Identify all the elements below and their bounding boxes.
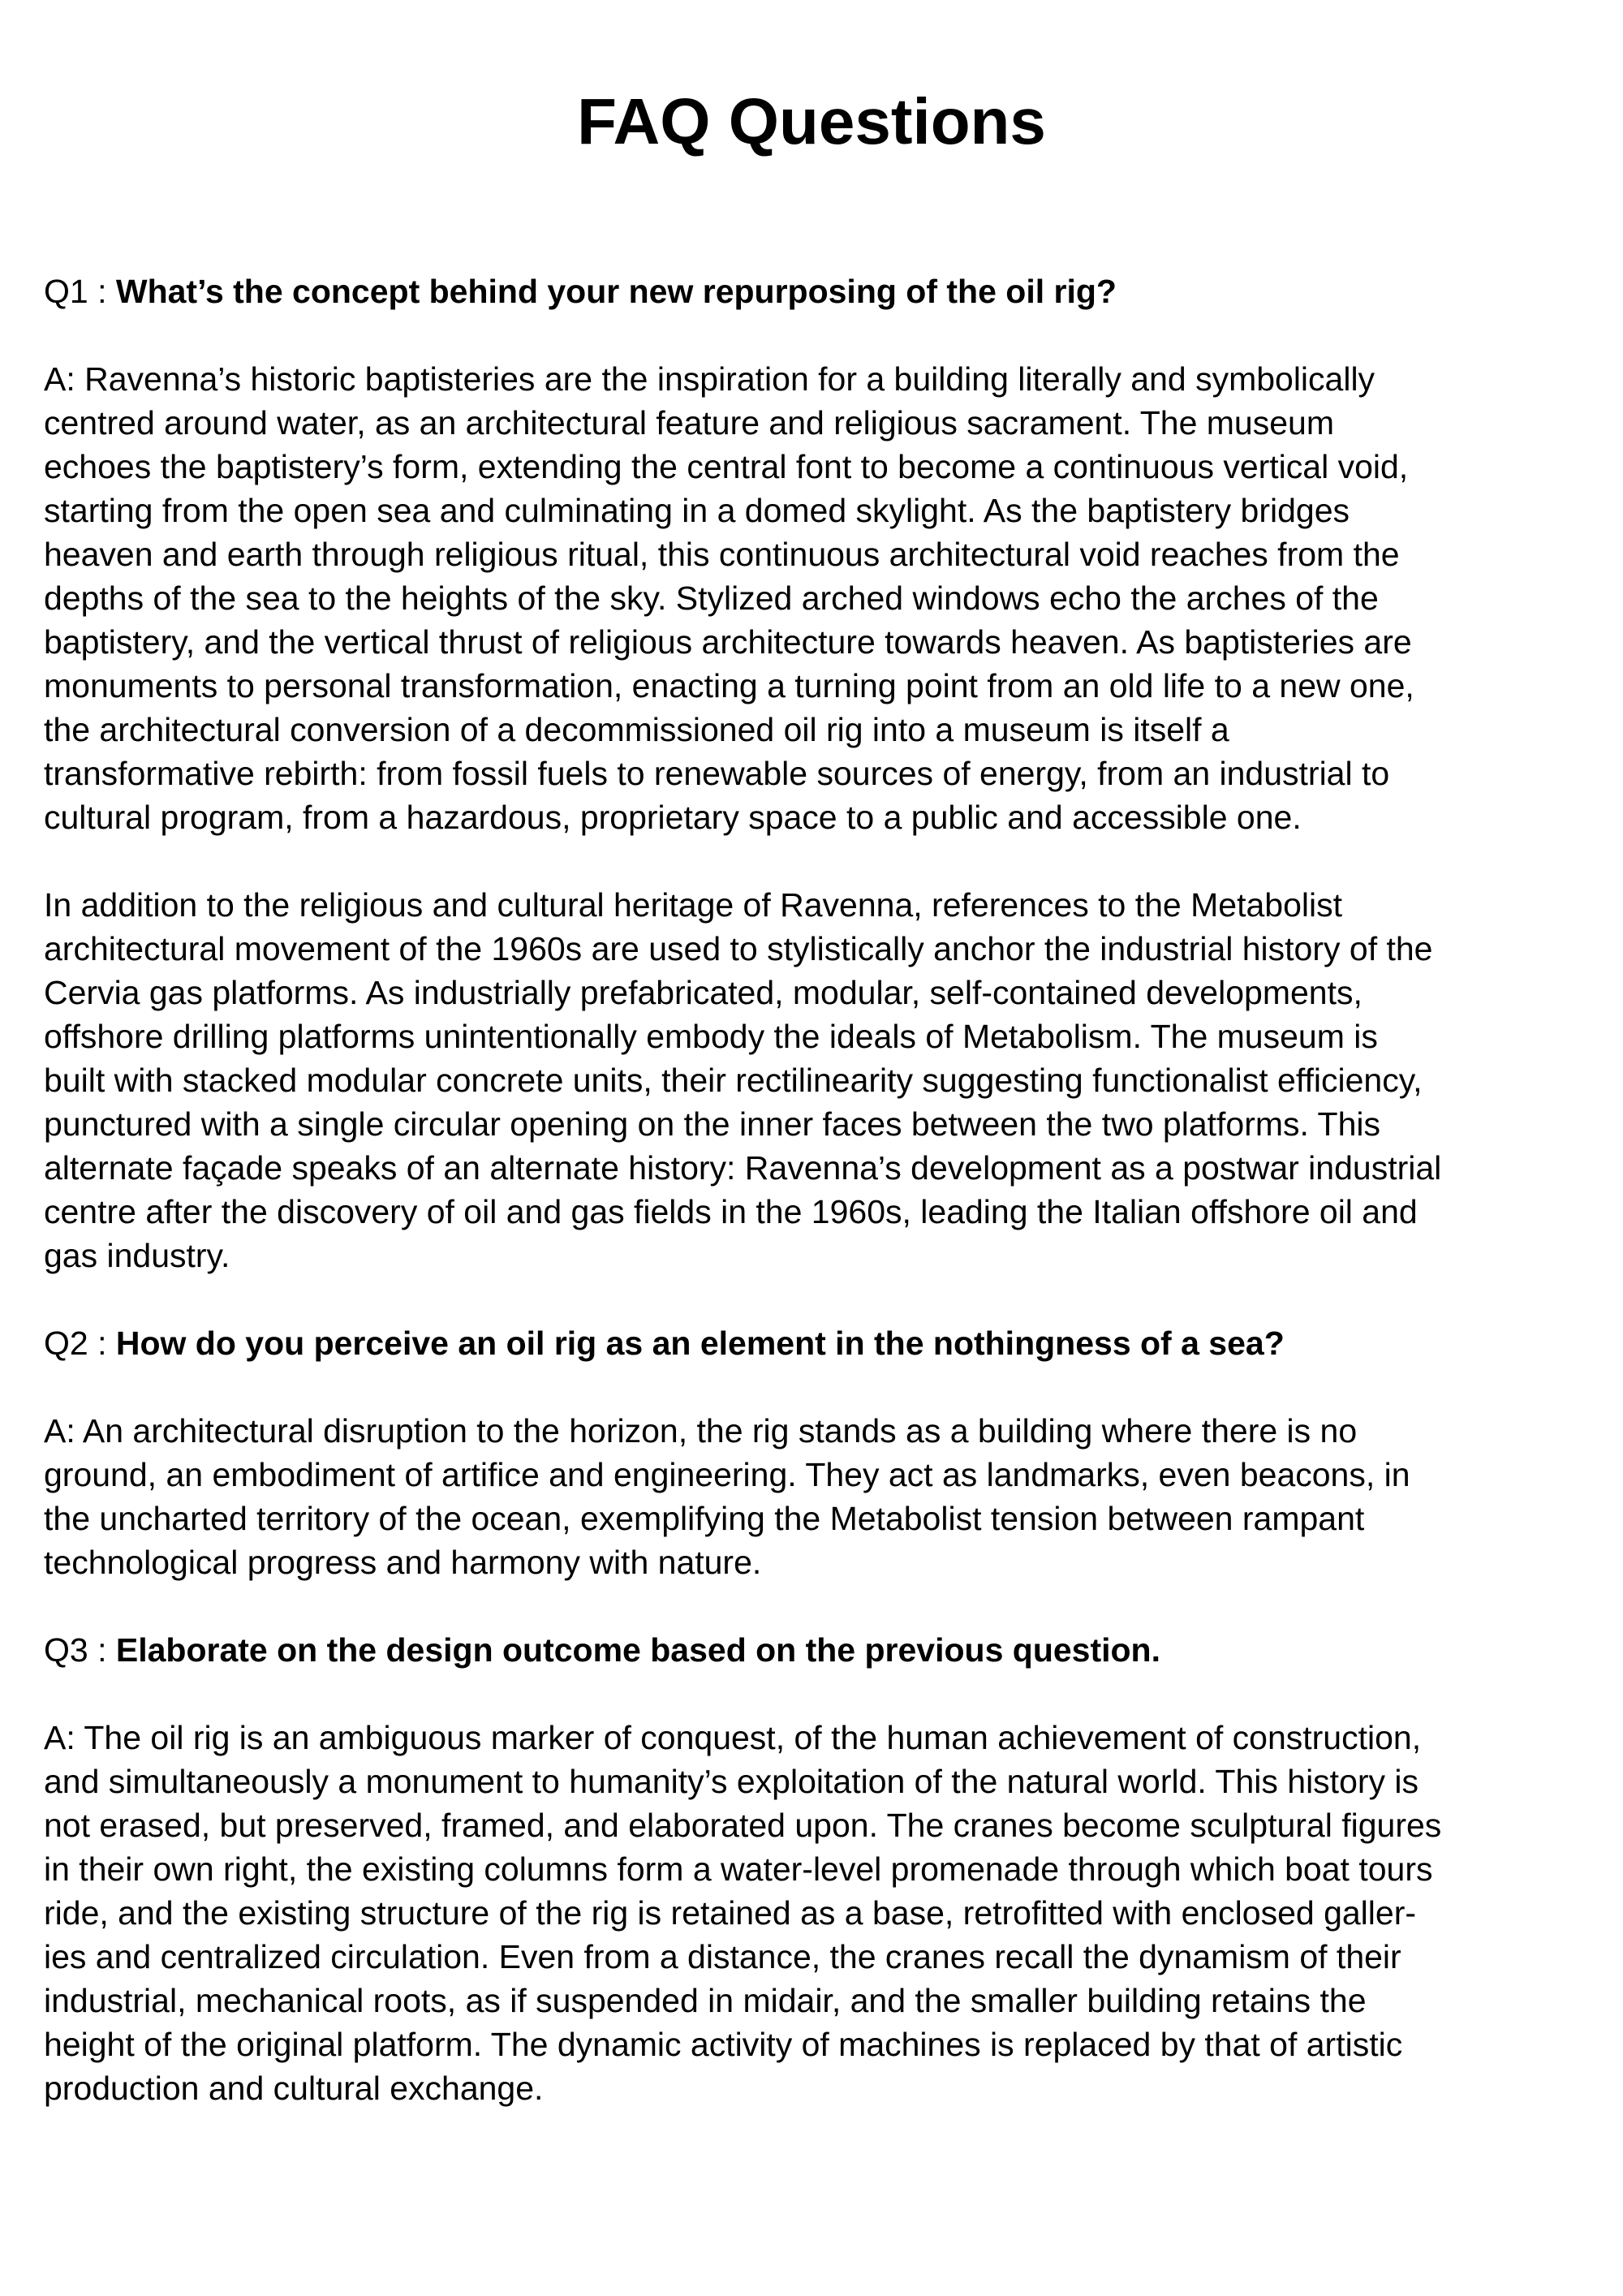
answer-line: alternate façade speaks of an alternate history: Ravenna’s development as a postwar industrial <box>44 1149 1442 1187</box>
answer-line: centred around water, as an architectural feature and religious sacrament. The museum <box>44 404 1334 442</box>
answer-line: baptistery, and the vertical thrust of religious architecture towards heaven. As baptisteries are <box>44 623 1412 661</box>
faq-question-3 <box>44 1628 1586 1672</box>
answer-line: and simultaneously a monument to humanity’s exploitation of the natural world. This history is <box>44 1763 1419 1800</box>
answer-line: ies and centralized circulation. Even from a distance, the cranes recall the dynamism of their <box>44 1938 1401 1975</box>
faq-answer-3 <box>44 1716 1586 2110</box>
question-label: Q3 : <box>44 1631 116 1669</box>
answer-line: height of the original platform. The dynamic activity of machines is replaced by that of artistic <box>44 2026 1403 2063</box>
answer-line: In addition to the religious and cultural heritage of Ravenna, references to the Metabolist <box>44 886 1342 924</box>
question-text: What’s the concept behind your new repurposing of the oil rig? <box>115 273 1117 310</box>
answer-line: in their own right, the existing columns form a water-level promenade through which boat tours <box>44 1850 1433 1888</box>
answer-line: cultural program, from a hazardous, proprietary space to a public and accessible one. <box>44 799 1302 836</box>
answer-line: production and cultural exchange. <box>44 2070 544 2107</box>
question-text: Elaborate on the design outcome based on the previous question. <box>115 1631 1160 1669</box>
answer-line: punctured with a single circular opening on the inner faces between the two platforms. This <box>44 1105 1381 1143</box>
answer-line: Cervia gas platforms. As industrially prefabricated, modular, self-contained developments, <box>44 974 1363 1011</box>
answer-line: depths of the sea to the heights of the sky. Stylized arched windows echo the arches of the <box>44 579 1379 617</box>
answer-line: centre after the discovery of oil and gas fields in the 1960s, leading the Italian offshore oil and <box>44 1193 1418 1230</box>
answer-line: ride, and the existing structure of the rig is retained as a base, retrofitted with enclosed galler- <box>44 1894 1417 1932</box>
answer-line: the architectural conversion of a decommissioned oil rig into a museum is itself a <box>44 711 1229 748</box>
faq-answer-1-paragraph-1 <box>44 357 1586 839</box>
question-text: How do you perceive an oil rig as an element in the nothingness of a sea? <box>115 1325 1285 1362</box>
answer-line: technological progress and harmony with nature. <box>44 1544 762 1581</box>
faq-answer-1-paragraph-2 <box>44 883 1586 1277</box>
answer-line: built with stacked modular concrete units, their rectilinearity suggesting functionalist efficiency, <box>44 1062 1423 1099</box>
answer-line: industrial, mechanical roots, as if suspended in midair, and the smaller building retains the <box>44 1982 1367 2019</box>
answer-line: offshore drilling platforms unintentionally embody the ideals of Metabolism. The museum is <box>44 1018 1378 1055</box>
answer-line: heaven and earth through religious ritual, this continuous architectural void reaches from the <box>44 536 1400 573</box>
answer-line: A: The oil rig is an ambiguous marker of conquest, of the human achievement of construction, <box>44 1719 1422 1756</box>
page-title: FAQ Questions <box>577 85 1046 157</box>
question-label: Q2 : <box>44 1325 116 1362</box>
answer-line: the uncharted territory of the ocean, exemplifying the Metabolist tension between rampant <box>44 1500 1365 1537</box>
faq-question-2 <box>44 1321 1586 1365</box>
answer-line: gas industry. <box>44 1237 230 1274</box>
faq-question-1 <box>44 269 1586 313</box>
answer-line: A: An architectural disruption to the horizon, the rig stands as a building where there is no <box>44 1412 1358 1450</box>
answer-line: transformative rebirth: from fossil fuels to renewable sources of energy, from an industrial to <box>44 755 1390 792</box>
answer-line: ground, an embodiment of artifice and engineering. They act as landmarks, even beacons, in <box>44 1456 1410 1493</box>
answer-line: architectural movement of the 1960s are used to stylistically anchor the industrial history of the <box>44 930 1433 967</box>
faq-answer-2 <box>44 1409 1586 1584</box>
answer-line: monuments to personal transformation, enacting a turning point from an old life to a new one, <box>44 667 1414 704</box>
answer-line: A: Ravenna’s historic baptisteries are the inspiration for a building literally and symbolically <box>44 360 1375 398</box>
answer-line: echoes the baptistery’s form, extending the central font to become a continuous vertical void, <box>44 448 1409 485</box>
answer-line: starting from the open sea and culminating in a domed skylight. As the baptistery bridges <box>44 492 1350 529</box>
question-label: Q1 : <box>44 273 116 310</box>
answer-line: not erased, but preserved, framed, and elaborated upon. The cranes become sculptural figures <box>44 1807 1442 1844</box>
